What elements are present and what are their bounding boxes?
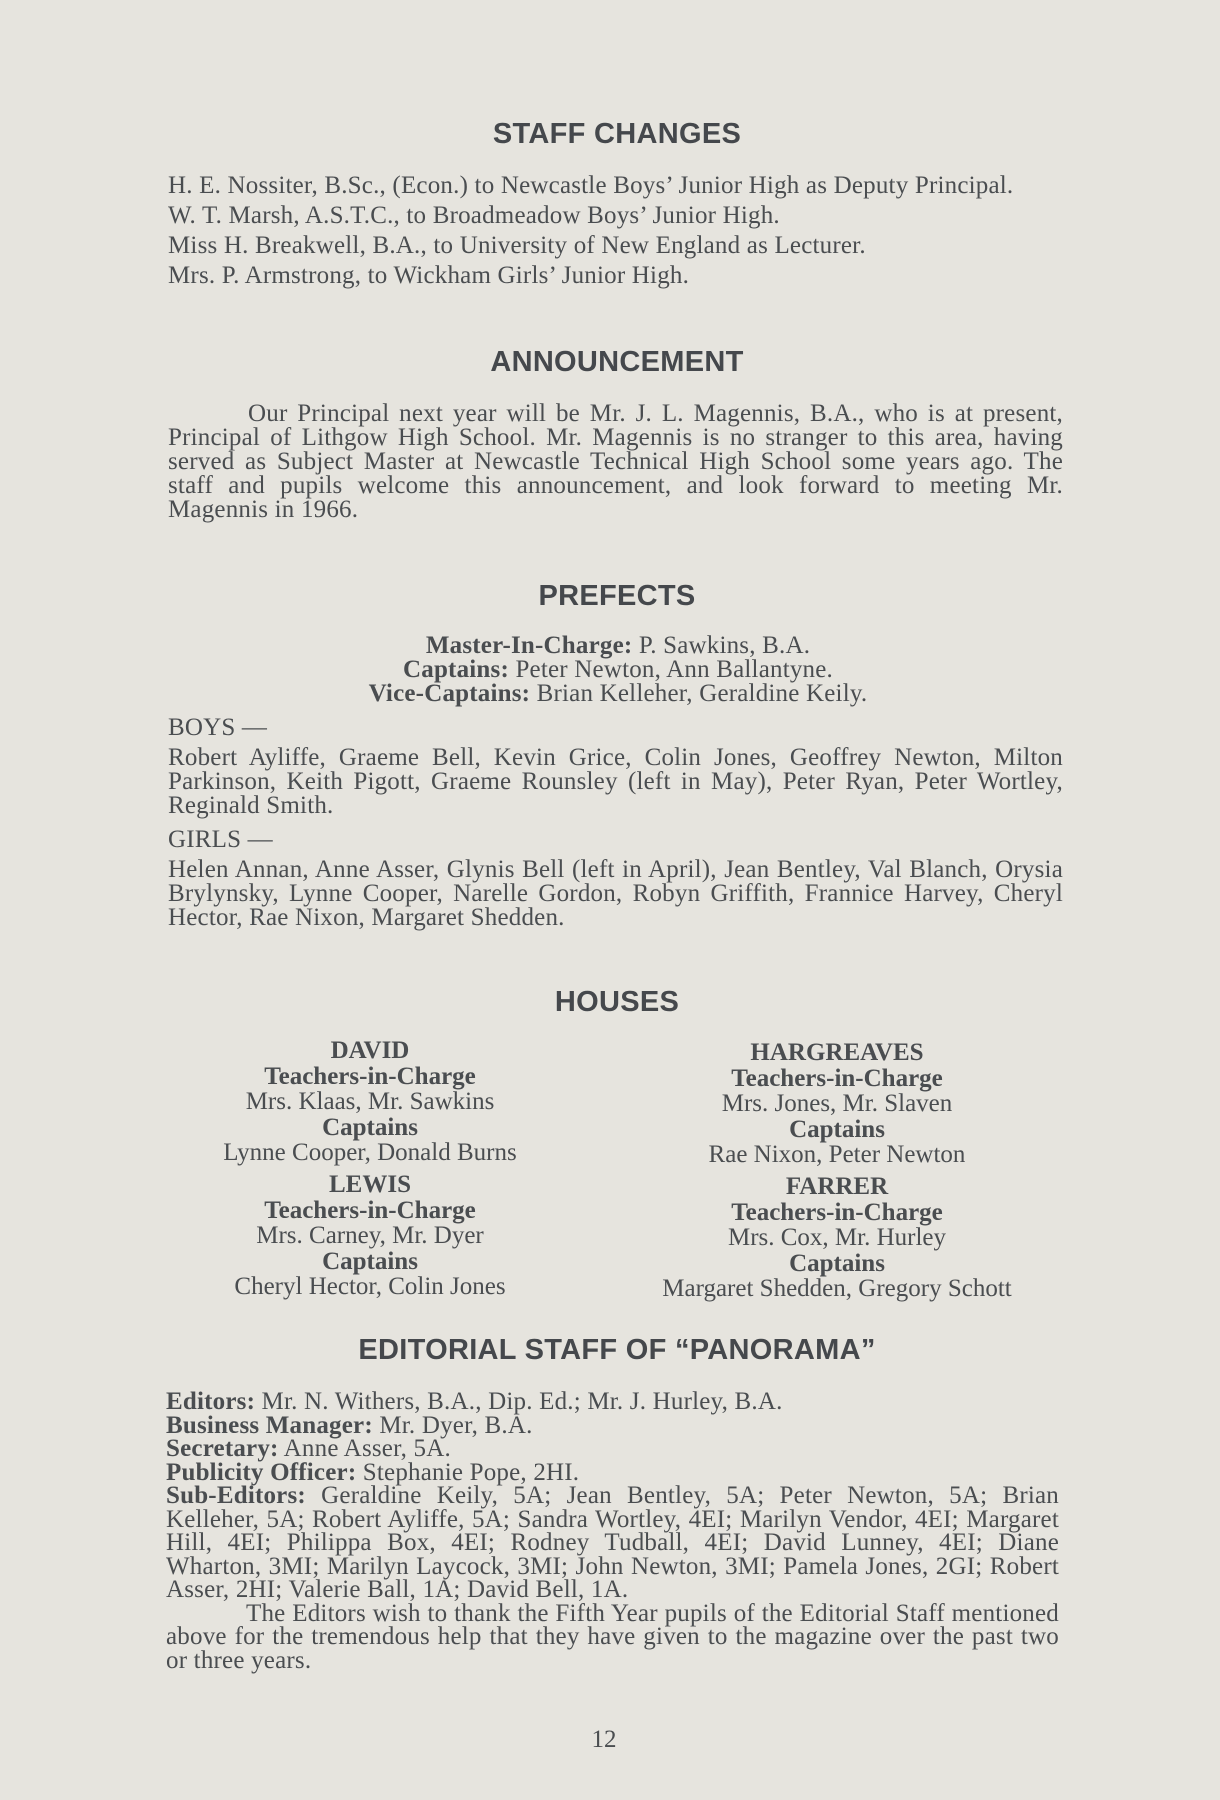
house-name: DAVID (330, 1037, 410, 1064)
staff-changes-list (168, 174, 1063, 294)
business-value: Mr. Dyer, B.A. (372, 1411, 533, 1439)
publicity-officer (166, 1458, 1059, 1486)
captains-value: Peter Newton, Ann Ballantyne. (509, 656, 833, 683)
house-captains: Rae Nixon, Peter Newton (708, 1141, 966, 1168)
house-name: FARRER (785, 1173, 889, 1200)
prefect-captains (150, 658, 1086, 682)
staff-changes-heading: STAFF CHANGES (492, 118, 742, 150)
house-teachers: Mrs. Carney, Mr. Dyer (256, 1222, 484, 1249)
staff-change-item: H. E. Nossiter, B.Sc., (Econ.) to Newcastle Boys’ Junior High as Deputy Principal. (168, 172, 1014, 199)
boys-label: BOYS — (168, 714, 268, 741)
publicity-value: Stephanie Pope, 2HI. (356, 1458, 580, 1486)
captains-label: Captains: (403, 656, 509, 683)
teachers-label: Teachers-in-Charge (731, 1198, 943, 1226)
girls-list: Helen Annan, Anne Asser, Glynis Bell (left in April), Jean Bentley, Val Blanch, Orysia Brylynsky, Lynne Cooper, Narelle Gordon, Robyn Griffith, Frannice Harvey, Cheryl Hector, Rae Nixon, Margaret Shedden. (168, 856, 1063, 931)
secretary (166, 1437, 1059, 1461)
staff-change-item: W. T. Marsh, A.S.T.C., to Broadmeadow Boys’ Junior High. (168, 202, 780, 229)
captains-label: Captains (322, 1247, 418, 1275)
houses-heading: HOUSES (554, 986, 680, 1018)
page-number: 12 (591, 1726, 617, 1753)
teachers-label: Teachers-in-Charge (264, 1062, 476, 1090)
house-teachers: Mrs. Klaas, Mr. Sawkins (245, 1088, 495, 1115)
captains-label: Captains (789, 1115, 885, 1143)
house-lewis (160, 1172, 580, 1300)
publicity-label: Publicity Officer: (166, 1458, 357, 1486)
house-captains: Lynne Cooper, Donald Burns (223, 1139, 517, 1166)
announcement-text: Our Principal next year will be Mr. J. L. Magennis, B.A., who is at present, Principal of Lithgow High School. Mr. Magennis is no stranger to this area, having served as Subject Master at Newcastle Technical High School some years ago. The staff and pupils welcome this announcement, and look forward to meeting Mr. Magennis in 1966. (168, 400, 1063, 523)
editorial-thanks: The Editors wish to thank the Fifth Year pupils of the Editorial Staff mentioned above for the tremendous help that they have given to the magazine over the past two or three years. (166, 1599, 1059, 1674)
editors-label: Editors: (166, 1388, 256, 1415)
teachers-label: Teachers-in-Charge (264, 1196, 476, 1224)
girls-label: GIRLS — (168, 826, 273, 853)
staff-change-item: Mrs. P. Armstrong, to Wickham Girls’ Junior High. (168, 262, 690, 289)
house-name: HARGREAVES (750, 1039, 924, 1066)
editorial-heading: EDITORIAL STAFF OF “PANORAMA” (358, 1334, 876, 1366)
business-label: Business Manager: (166, 1411, 373, 1439)
announcement-heading: ANNOUNCEMENT (490, 346, 744, 378)
editors-value: Mr. N. Withers, B.A., Dip. Ed.; Mr. J. Hurley, B.A. (255, 1388, 783, 1415)
house-farrer (580, 1174, 1094, 1302)
secretary-label: Secretary: (166, 1435, 279, 1462)
house-teachers: Mrs. Cox, Mr. Hurley (727, 1224, 947, 1251)
captains-label: Captains (322, 1113, 418, 1141)
prefects-girls (168, 828, 1063, 930)
sub-editors-value: Geraldine Keily, 5A; Jean Bentley, 5A; Peter Newton, 5A; Brian Kelleher, 5A; Robert Ayliffe, 5A; Sandra Wortley, 4EI; Marilyn Vendor, 4EI; Margaret Hill, 4EI; Philippa Box, 4EI; Rodney Tudball, 4EI; David Lunney, 4EI; Diane Wharton, 3MI; Marilyn Laycock, 3MI; John Newton, 3MI; Pamela Jones, 2GI; Robert Asser, 2HI; Valerie Ball, 1A; David Bell, 1A. (166, 1482, 1059, 1603)
house-captains: Cheryl Hector, Colin Jones (234, 1273, 506, 1300)
captains-label: Captains (789, 1249, 885, 1277)
master-value: P. Sawkins, B.A. (632, 632, 811, 659)
house-teachers: Mrs. Jones, Mr. Slaven (721, 1090, 953, 1117)
master-label: Master-In-Charge: (425, 632, 633, 659)
prefects-officers (150, 634, 1086, 706)
teachers-label: Teachers-in-Charge (731, 1064, 943, 1092)
business-manager (166, 1411, 1059, 1439)
house-captains: Margaret Shedden, Gregory Schott (662, 1275, 1012, 1302)
vice-captains-label: Vice-Captains: (368, 680, 531, 707)
editorial-staff (166, 1390, 1059, 1672)
secretary-value: Anne Asser, 5A. (278, 1435, 451, 1462)
sub-editors-label: Sub-Editors: (166, 1482, 306, 1509)
sub-editors (166, 1484, 1059, 1602)
house-name: LEWIS (329, 1171, 411, 1198)
staff-change-item: Miss H. Breakwell, B.A., to University of New England as Lecturer. (168, 232, 866, 259)
house-david (160, 1038, 580, 1166)
master-in-charge (150, 634, 1086, 658)
prefects-boys (168, 716, 1063, 818)
vice-captains-value: Brian Kelleher, Geraldine Keily. (530, 680, 868, 707)
prefects-heading: PREFECTS (538, 580, 696, 612)
house-hargreaves (625, 1040, 1049, 1168)
prefect-vice-captains (150, 682, 1086, 706)
editors (166, 1390, 1059, 1414)
boys-list: Robert Ayliffe, Graeme Bell, Kevin Grice, Colin Jones, Geoffrey Newton, Milton Parkinson, Keith Pigott, Graeme Rounsley (left in May), Peter Ryan, Peter Wortley, Reginald Smith. (168, 744, 1063, 819)
